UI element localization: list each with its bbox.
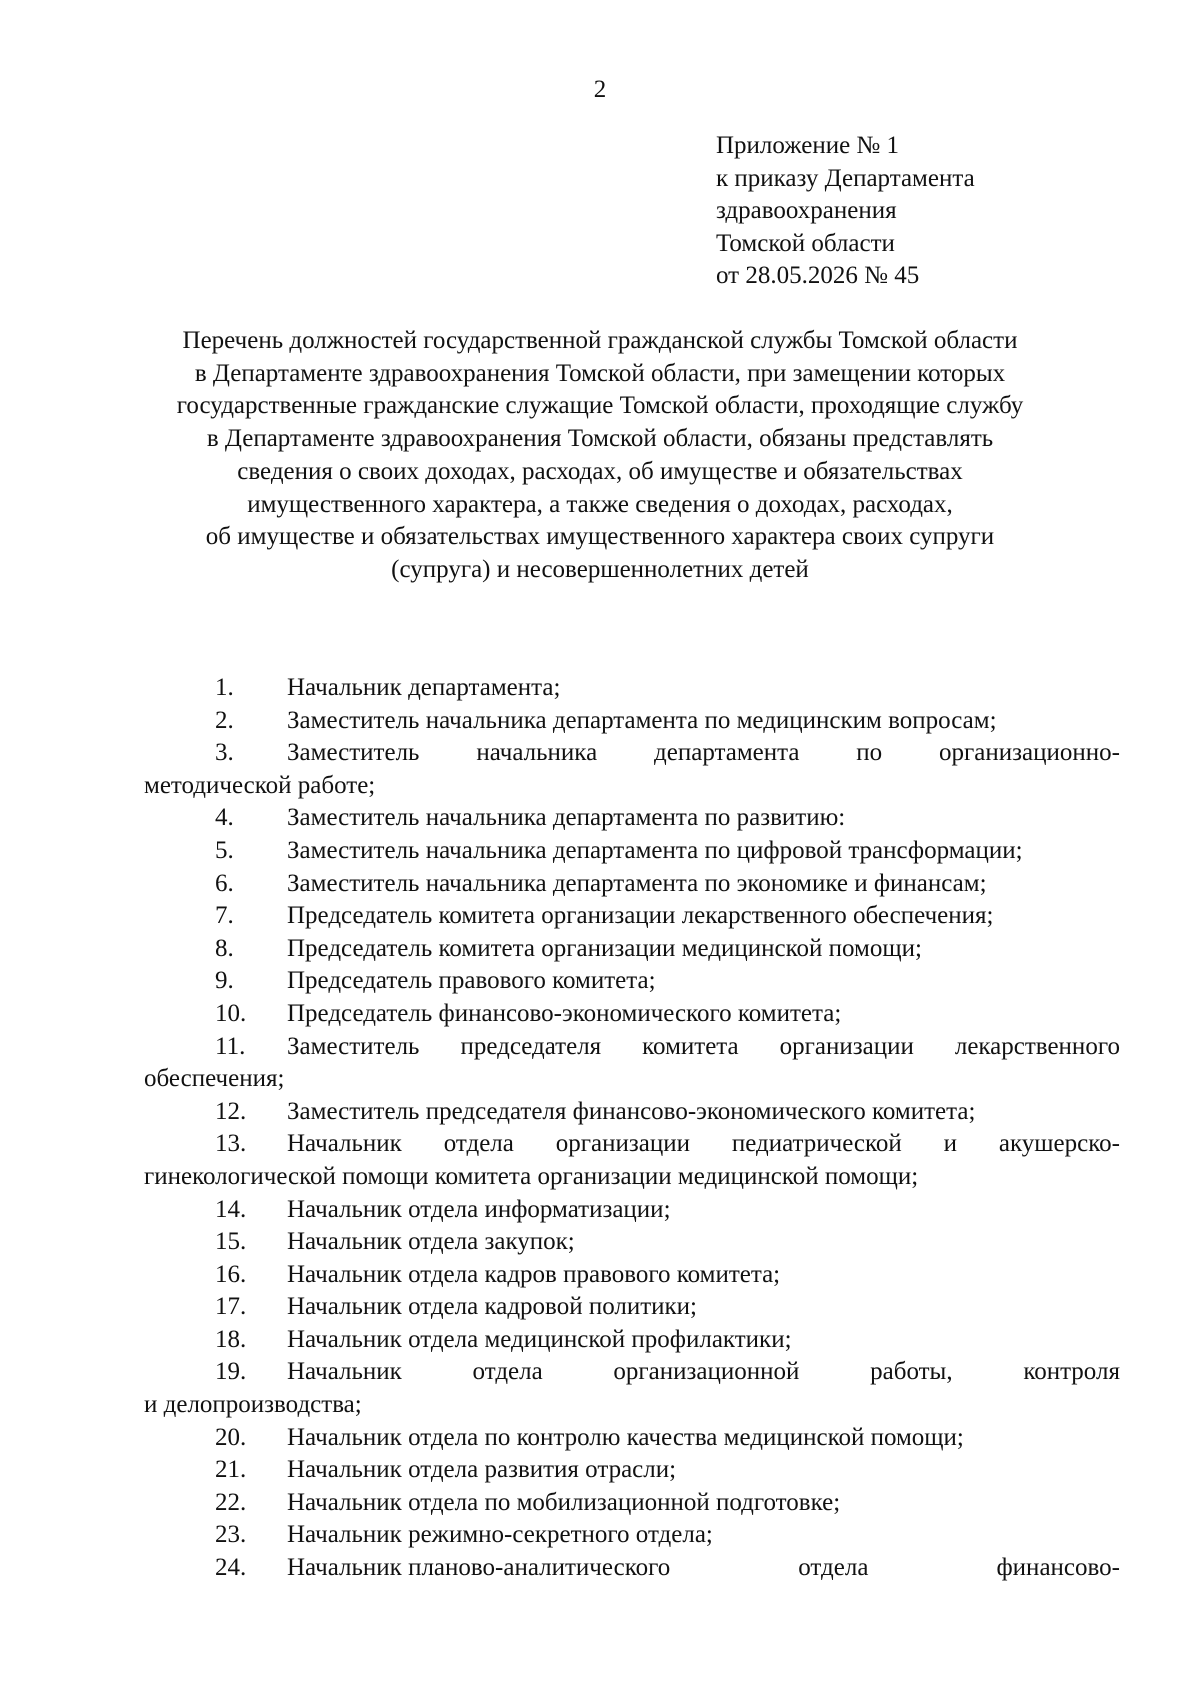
list-item-number: 10.: [215, 999, 247, 1027]
list-item-text: Начальник отдела по мобилизационной подготовке;: [287, 1488, 841, 1516]
list-item: [144, 1031, 1120, 1064]
list-item-word: по: [856, 739, 883, 767]
list-item-number: 5.: [215, 836, 234, 864]
title-line: сведения о своих доходах, расходах, об имуществе и обязательствах: [237, 457, 963, 485]
list-item-number: 14.: [215, 1195, 247, 1223]
list-item: [144, 1552, 1120, 1585]
list-item-text: Заместитель начальника департамента по цифровой трансформации;: [287, 836, 1023, 864]
list-item-number: 23.: [215, 1521, 247, 1549]
list-item: [144, 672, 1120, 705]
list-item-word: контроля: [1023, 1358, 1120, 1386]
list-item: [144, 1128, 1120, 1161]
list-item-word: организационно-: [939, 739, 1120, 767]
list-item-text: Начальник отдела закупок;: [287, 1228, 575, 1256]
title-line: (супруга) и несовершеннолетних детей: [391, 555, 809, 583]
list-item-number: 18.: [215, 1325, 247, 1353]
list-item-word: Заместитель: [287, 739, 420, 767]
title-line: имущественного характера, а также сведения о доходах, расходах,: [247, 490, 953, 518]
list-item-word: финансово-: [996, 1554, 1120, 1582]
list-item-number: 20.: [215, 1423, 247, 1451]
list-item-word: начальника: [476, 739, 598, 767]
list-item-number: 3.: [215, 739, 234, 767]
list-item-continuation: обеспечения;: [144, 1065, 285, 1093]
list-item: [144, 1519, 1120, 1552]
list-item-text: Начальник отдела кадров правового комитета;: [287, 1260, 781, 1288]
title-line: об имуществе и обязательствах имущественного характера своих супруги: [205, 523, 995, 551]
list-item: [144, 835, 1120, 868]
annex-line: от 28.05.2026 № 45: [716, 262, 920, 289]
list-item-word: Начальник: [287, 1130, 402, 1158]
list-item: [144, 933, 1120, 966]
list-item-number: 21.: [215, 1456, 247, 1484]
list-item-word: отдела: [798, 1554, 869, 1582]
list-item-continuation: методической работе;: [144, 771, 376, 799]
list-item-text: Начальник департамента;: [287, 674, 561, 701]
list-item-text: Начальник отдела кадровой политики;: [287, 1293, 697, 1321]
list-item: [144, 1422, 1120, 1455]
list-item-word: Заместитель: [287, 1032, 420, 1060]
document-title: [100, 325, 1100, 587]
list-item: [144, 1454, 1120, 1487]
list-item-number: 17.: [215, 1293, 247, 1321]
list-item-number: 19.: [215, 1358, 247, 1386]
list-item-number: 6.: [215, 869, 234, 897]
list-item-number: 2.: [215, 706, 234, 734]
list-item-number: 9.: [215, 967, 234, 995]
list-item-continuation: гинекологической помощи комитета организации медицинской помощи;: [144, 1162, 919, 1190]
title-line: государственные гражданские служащие Томской области, проходящие службу: [176, 392, 1024, 420]
list-item-text: [287, 737, 1120, 770]
list-item-number: 15.: [215, 1228, 247, 1256]
list-item-text: Заместитель начальника департамента по развитию:: [287, 804, 846, 832]
list-item: [144, 1096, 1120, 1129]
list-item: [144, 965, 1120, 998]
title-line: Перечень должностей государственной гражданской службы Томской области: [182, 327, 1018, 354]
list-item: [144, 1291, 1120, 1324]
list-item-number: 12.: [215, 1097, 247, 1125]
list-item-word: организации: [555, 1130, 690, 1158]
list-item: [144, 998, 1120, 1031]
list-item-number: 13.: [215, 1130, 247, 1158]
list-item-text: Заместитель начальника департамента по медицинским вопросам;: [287, 706, 997, 734]
list-item-text: [287, 1128, 1120, 1161]
list-item-number: 7.: [215, 902, 234, 930]
annex-block: [716, 130, 1156, 293]
list-item-word: работы,: [870, 1358, 953, 1386]
annex-line: Томской области: [716, 229, 895, 257]
list-item-word: комитета: [642, 1032, 739, 1060]
list-item-word: отдела: [443, 1130, 514, 1158]
list-item-word: акушерско-: [998, 1130, 1120, 1158]
list-item-word: Начальник планово-аналитического: [287, 1554, 671, 1582]
list-item: [144, 737, 1120, 770]
list-item-text: Начальник отдела по контролю качества медицинской помощи;: [287, 1423, 964, 1451]
list-item-text: Заместитель начальника департамента по экономике и финансам;: [287, 869, 987, 897]
list-item-word: лекарственного: [954, 1032, 1120, 1060]
list-item-text: Председатель комитета организации лекарственного обеспечения;: [287, 902, 994, 930]
list-item: [144, 1194, 1120, 1227]
list-item-text: [287, 1552, 1120, 1585]
list-item-text: [287, 1031, 1120, 1064]
list-item-text: Председатель правового комитета;: [287, 967, 656, 995]
list-item-number: 8.: [215, 934, 234, 962]
list-item-word: и: [943, 1130, 958, 1158]
list-item-word: Начальник: [287, 1358, 402, 1386]
list-item-word: педиатрической: [731, 1130, 902, 1158]
list-item: [144, 1259, 1120, 1292]
list-item: [144, 1324, 1120, 1357]
list-item-text: Начальник отдела медицинской профилактики;: [287, 1325, 792, 1353]
title-line: в Департаменте здравоохранения Томской области, при замещении которых: [194, 359, 1006, 387]
list-item-text: Заместитель председателя финансово-экономического комитета;: [287, 1097, 976, 1125]
list-item-word: организационной: [613, 1358, 800, 1386]
list-item-number: 24.: [215, 1554, 247, 1582]
annex-line: к приказу Департамента: [716, 164, 975, 192]
annex-line: Приложение № 1: [716, 132, 900, 159]
list-item-word: отдела: [472, 1358, 543, 1386]
list-item-text: Председатель комитета организации медицинской помощи;: [287, 934, 922, 962]
annex-line: здравоохранения: [716, 197, 897, 224]
list-item-word: председателя: [460, 1032, 602, 1060]
list-item: [144, 900, 1120, 933]
page-number: 2: [593, 76, 607, 103]
list-item-word: организации: [779, 1032, 914, 1060]
list-item: [144, 1487, 1120, 1520]
list-item-number: 22.: [215, 1488, 247, 1516]
list-item-text: Начальник режимно-секретного отдела;: [287, 1521, 713, 1549]
positions-list: [144, 672, 1120, 1585]
list-item-text: Начальник отдела развития отрасли;: [287, 1456, 677, 1484]
list-item-word: департамента: [654, 739, 800, 767]
title-line: в Департаменте здравоохранения Томской области, обязаны представлять: [206, 425, 994, 453]
list-item: [144, 705, 1120, 738]
list-item: [144, 868, 1120, 901]
list-item-continuation: и делопроизводства;: [144, 1391, 362, 1419]
list-item-text: [287, 1356, 1120, 1389]
list-item: [144, 1356, 1120, 1389]
list-item-text: Председатель финансово-экономического комитета;: [287, 999, 842, 1027]
list-item-text: Начальник отдела информатизации;: [287, 1195, 671, 1223]
list-item: [144, 1226, 1120, 1259]
list-item-number: 1.: [215, 674, 234, 701]
list-item-number: 4.: [215, 804, 234, 832]
list-item-number: 11.: [215, 1032, 246, 1060]
list-item-number: 16.: [215, 1260, 247, 1288]
list-item: [144, 802, 1120, 835]
